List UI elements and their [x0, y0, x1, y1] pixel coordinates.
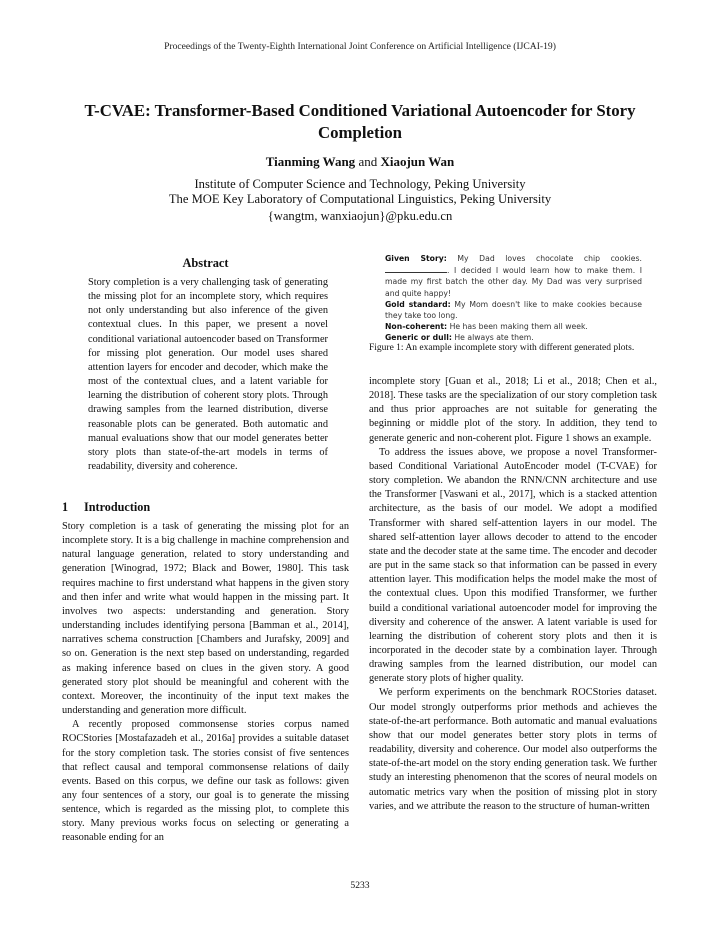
figure-label: Given Story: [385, 254, 447, 263]
section-number: 1 [62, 500, 69, 514]
email-line: {wangtm, wanxiaojun}@pku.edu.cn [267, 209, 453, 223]
author-name: Tianming Wang [265, 154, 356, 169]
abstract-heading: Abstract [182, 256, 229, 270]
figure-non-coherent [385, 321, 642, 332]
proceedings-header: Proceedings of the Twenty-Eighth International Joint Conference on Artificial Intelligence (IJCAI-19) [164, 41, 556, 52]
abstract-body: Story completion is a very challenging task of generating the missing plot for an incomplete story, which requires not only understanding but also inference of the given contextual clues. In this paper, we present a novel conditional variational autoencoder based on Transformer for missing plot generation. Our model uses shared attention layers for encoder and decoder, which make the most of the contextual clues, and a latent variable for learning the distribution of coherent story plots. Through drawing samples from the learned distribution, diverse reasonable plots can be generated. Both automatic and manual evaluations show that our model generates better story plots than state-of-the-art models in terms of readability, diversity and coherence. [88, 277, 328, 473]
paragraph: incomplete story [Guan et al., 2018; Li et al., 2018; Chen et al., 2018]. These tasks are the specialization of our story completion task and thus prior approaches are not suitable for generating the beginning or middle plot of the story. In addition, they tend to generate generic and non-coherent plot. Figure 1 shows an example. [369, 376, 657, 444]
figure-text: He always ate them. [454, 333, 534, 343]
figure-text: My Dad loves chocolate chip cookies. [457, 254, 642, 263]
right-column-text [369, 375, 657, 814]
author-name: Xiaojun Wan [380, 154, 455, 169]
introduction-text [62, 520, 349, 846]
figure-label: Generic or dull: [385, 333, 452, 343]
paragraph: We perform experiments on the benchmark ROCStories dataset. Our model strongly outperforms prior methods and achieves the state-of-the-art performance. Both automatic and manual evaluations show that our model generates better story plots in terms of readability, diversity and coherence. Our model also outperforms the state-of-the-art model on the story ending generation task. We further study an interesting phenomenon that the scores of neural models on automatic metrics vary when the position of missing plot in story varies, and we attribute the reason to the structure of human-written [369, 687, 657, 812]
section-heading [62, 500, 150, 515]
section-title: Introduction [84, 500, 151, 514]
figure-label: Gold standard: [385, 299, 451, 309]
figure-given-story [385, 253, 642, 299]
author-line [0, 153, 720, 171]
affiliations [0, 177, 720, 224]
figure-text: My Mom doesn't like to make cookies because they take too long. [385, 299, 642, 321]
author-conjunction: and [358, 154, 378, 169]
paragraph: A recently proposed commonsense stories corpus named ROCStories [Mostafazadeh et al., 2016a] provides a suitable dataset for the story completion task. The stories consist of five sentences that reflect causal and temporal commonsense relations of daily events. Based on this corpus, we define our task as follows: given any four sentences of a story, our goal is to generate the missing sentence, which is regarded as the missing plot, to complete this story. Many previous works focus on selecting or generating a reasonable ending for an [62, 719, 349, 844]
affiliation-line: The MOE Key Laboratory of Computational Linguistics, Peking University [168, 191, 552, 206]
page-number: 5233 [350, 880, 370, 891]
missing-plot-blank [385, 264, 447, 273]
figure-text: He has been making them all week. [449, 322, 588, 332]
affiliation-line: Institute of Computer Science and Technology, Peking University [194, 177, 526, 191]
paragraph: To address the issues above, we propose a novel Transformer-based Conditional Variational AutoEncoder model (T-CVAE) for story completion. We abandon the RNN/CNN architecture and use the Transformer [Vaswani et al., 2017], which is a stacked attention architecture, as the basis of our model. We adopt a modified Transformer with shared self-attention layers in our model. The shared self-attention layer allows decoder to attend to the encoder state and the decoder state at the same time. The encoder and decoder are put in the same stack so that information can be passed in every attention layer. This modification helps the model make the most of the contextual clues. Upon this modified Transformer, we further build a conditional variational autoencoder model for improving the diversity and coherence of the answer. A latent variable is used for learning the distribution of coherent story plots and then it is incorporated in the decoder state by a combination layer. Through drawing samples from the learned distribution, our model can generate story plots of higher quality. [369, 446, 657, 685]
figure-text: . I decided I would learn how to make them. I made my first batch the other day. My Dad was very surprised and quite happy! [385, 266, 642, 298]
figure-caption: Figure 1: An example incomplete story with different generated plots. [369, 343, 635, 353]
paragraph: Story completion is a task of generating the missing plot for an incomplete story. It is a big challenge in machine comprehension and natural language generation, related to story understanding and generation [Winograd, 1972; Black and Bower, 1980]. This task requires machine to first understand what happens in the given story and then infer and write what would happen in the missing part. It involves two aspects: understanding and generation. Story understanding includes identifying persona [Bamman et al., 2014], narratives schema construction [Chambers and Jurafsky, 2009] and so on. Generation is the next step based on understanding, regarded as making inference based on clues in the given story. A good generated story plot should be meaningful and coherent with the context. Moreover, the incontinuity of the input text makes the understanding and generation more difficult. [62, 521, 349, 717]
figure-gold-standard [385, 299, 642, 321]
figure-label: Non-coherent: [385, 322, 448, 332]
figure-1-example [385, 253, 642, 344]
paper-title: T-CVAE: Transformer-Based Conditioned Variational Autoencoder for Story Completion [84, 101, 636, 142]
